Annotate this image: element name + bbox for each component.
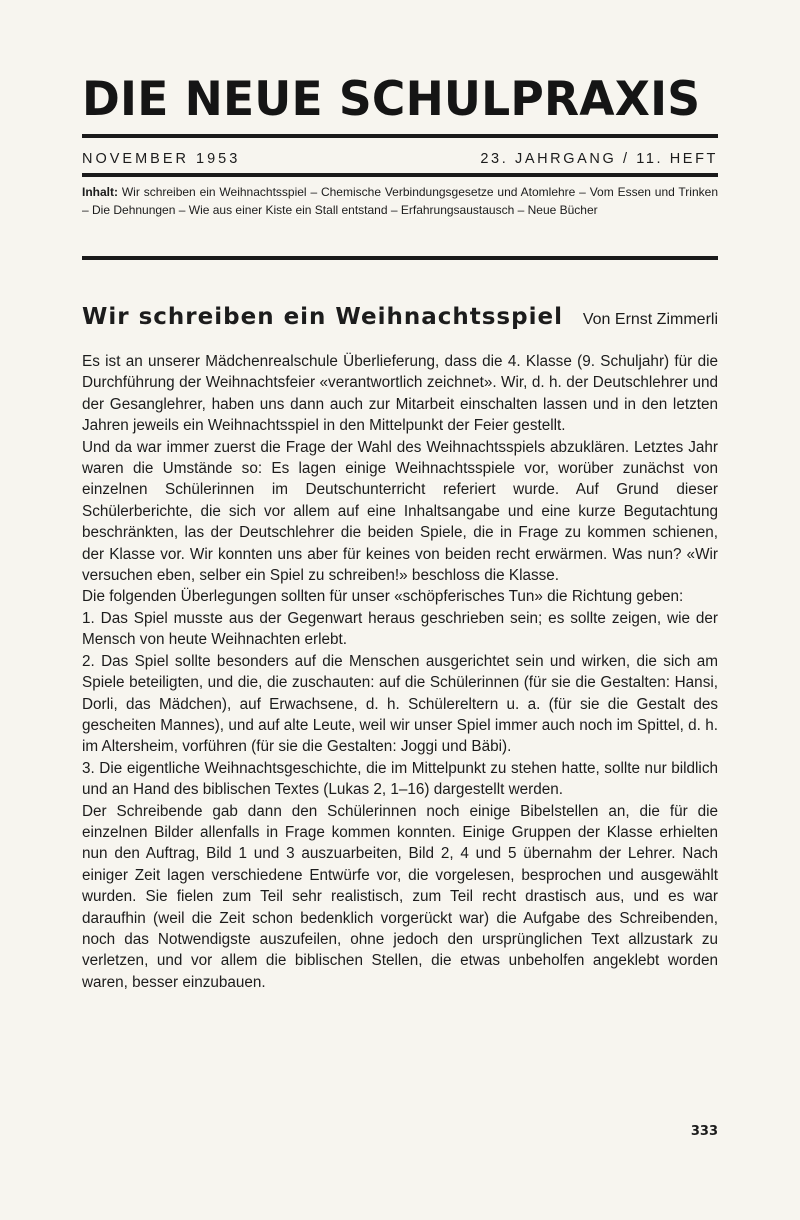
body-paragraph: 3. Die eigentliche Weihnachtsgeschichte, die im Mittelpunkt zu stehen hatte, sollte nur bildlich und an Hand des biblischen Textes (Lukas 2, 1–16) dargestellt werden. [82, 759, 718, 799]
table-of-contents [82, 184, 718, 219]
body-paragraph: Und da war immer zuerst die Frage der Wahl des Weihnachtsspiels abzuklären. Letztes Jahr waren die Umstände so: Es lagen einige Weihnachtsspiele vor, worüber zunächst von einzelnen Schülerinnen im Deutschunterricht referiert wurde. Auf Grund dieser Schülerberichte, die sich vor allem auf eine Inhaltsangabe und eine kurze Begutachtung beschränkten, las der Deutschlehrer die beiden Spiele, die in Frage zu kommen schienen, der Klasse vor. Wir konnten uns aber für keines von beiden recht erwärmen. Was nun? «Wir versuchen eben, selber ein Spiel zu schreiben!» beschloss die Klasse. [82, 438, 718, 585]
contents-label: Inhalt: [82, 185, 118, 199]
body-paragraph: 1. Das Spiel musste aus der Gegenwart heraus geschrieben sein; es sollte zeigen, wie der Mensch von heute Weihnachten erlebt. [82, 609, 718, 649]
body-paragraph: 2. Das Spiel sollte besonders auf die Menschen ausgerichtet sein und wirken, die sich am Spiele beteiligten, und die, die zuschauten: auf die Schülerinnen (für sie die Gestalten: Hansi, Dorli, das Mädchen), auf Erwachsene, d. h. Schülereltern u. a. (für sie die Gestalt des gescheiten Mannes), und auf alte Leute, weil wir unser Spiel immer auch noch im Spittel, d. h. im Altersheim, vorführen (für sie die Gestalten: Joggi und Bäbi). [82, 652, 718, 756]
dateline [82, 149, 718, 169]
volume-issue: 23. JAHRGANG / 11. HEFT [480, 151, 718, 167]
article-header [82, 300, 718, 336]
page-number: 333 [690, 1124, 718, 1139]
body-paragraph: Es ist an unserer Mädchenrealschule Überlieferung, dass die 4. Klasse (9. Schuljahr) für die Durchführung der Weihnachtsfeier «verantwortlich zeichnet». Wir, d. h. der Deutschlehrer und der Gesanglehrer, haben uns dann auch zur Mitarbeit einschalten lassen und in den letzten Jahren jeweils ein Weihnachtsspiel in den Mittelpunkt der Feier gestellt. [82, 353, 718, 435]
dateline-rule [82, 173, 718, 177]
masthead-title: DIE NEUE SCHULPRAXIS [82, 72, 701, 127]
issue-date: NOVEMBER 1953 [82, 151, 241, 167]
article-title: Wir schreiben ein Weihnachtsspiel [82, 304, 563, 330]
masthead-rule [82, 134, 718, 138]
contents-rule [82, 256, 718, 260]
body-paragraph: Der Schreibende gab dann den Schülerinnen noch einige Bibelstellen an, die für die einzelnen Bilder allenfalls in Frage kommen konnten. Einige Gruppen der Klasse erhielten nun den Auftrag, Bild 1 und 3 auszuarbeiten, Bild 2, 4 und 5 übernahm der Lehrer. Nach einiger Zeit lagen verschiedene Entwürfe vor, die vorgelesen, besprochen und ausgewählt wurden. Sie fielen zum Teil sehr realistisch, zum Teil recht drastisch aus, und es war daraufhin (weil die Zeit schon bedenklich vorgerückt war) die Aufgabe des Schreibenden, noch das Notwendigste auszufeilen, ohne jedoch den ursprünglichen Text allzustark zu verletzen, und vor allem die biblischen Stellen, die etwas unbeholfen angeklebt worden waren, besser einzubauen. [82, 802, 718, 991]
contents-text: Wir schreiben ein Weihnachtsspiel – Chemische Verbindungsgesetze und Atomlehre – Vom Essen und Trinken – Die Dehnungen – Wie aus einer Kiste ein Stall entstand – Erfahrungsaustausch – Neue Bücher [82, 185, 718, 217]
article-byline: Von Ernst Zimmerli [582, 311, 718, 328]
article-body [82, 351, 718, 993]
body-paragraph: Die folgenden Überlegungen sollten für unser «schöpferisches Tun» die Richtung geben: [82, 588, 684, 606]
